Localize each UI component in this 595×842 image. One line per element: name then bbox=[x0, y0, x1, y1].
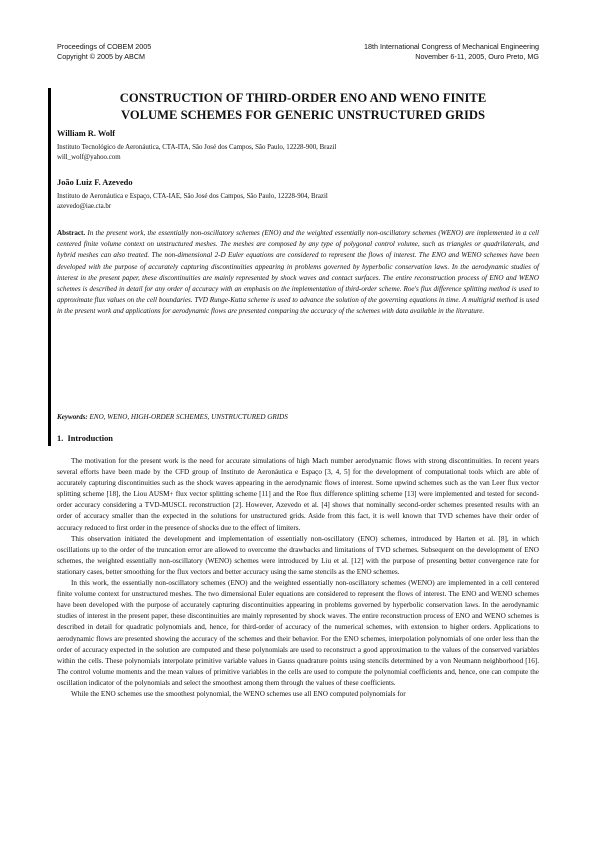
title-line-1: CONSTRUCTION OF THIRD-ORDER ENO AND WENO FINITE bbox=[119, 91, 487, 105]
author-email: will_wolf@yahoo.com bbox=[57, 154, 121, 161]
paragraph: While the ENO schemes use the smoothest polynomial, the WENO schemes use all ENO computed polynomials for bbox=[71, 689, 406, 698]
author-affiliation bbox=[57, 143, 336, 163]
section-title: Introduction bbox=[67, 434, 113, 443]
margin-bar bbox=[48, 88, 51, 446]
section-number: 1. bbox=[57, 434, 64, 443]
paper-title bbox=[70, 90, 536, 124]
proceedings-line: Proceedings of COBEM 2005 bbox=[57, 42, 152, 51]
author-affiliation bbox=[57, 192, 328, 212]
author-name: João Luiz F. Azevedo bbox=[57, 178, 133, 187]
abstract-text: In the present work, the essentially non-oscillatory schemes (ENO) and the weighted essentially non-oscillatory schemes (WENO) are implemented in a cell centered finite volume context on unstructured meshes. The meshes are composed by any type of polygonal control volume, such as triangles or quadrilaterals, and hybrid meshes can also treated. The non-dimensional 2-D Euler equations are considered to represent the flows of interest. The ENO and WENO schemes have been developed with the purpose of accurately capturing discontinuities appearing in problems governed by hyperbolic conservation laws. In the aerodynamic studies of interest in the present paper, these discontinuities are mainly represented by shock waves and contact surfaces. The entire reconstruction process of ENO and WENO schemes is described in detail for any order of accuracy with an emphasis on the implementation of third-order scheme. Roe's flux difference splitting method is used to approximate flux values on the cell boundaries. TVD Runge-Kutta scheme is used to advance the solution of the governing equations in time. A multigrid method is used in the present work and applications for aerodynamic flows are presented comparing the accuracy of the schemes with data available in the literature. bbox=[57, 229, 539, 316]
running-header-left bbox=[57, 42, 151, 61]
author-email: azevedo@iae.cta.br bbox=[57, 203, 112, 210]
abstract-label: Abstract. bbox=[57, 229, 86, 237]
section-heading bbox=[57, 434, 113, 443]
copyright-line: Copyright © 2005 by ABCM bbox=[57, 51, 145, 61]
keywords bbox=[57, 413, 288, 421]
section-body bbox=[57, 456, 539, 700]
title-line-2: VOLUME SCHEMES FOR GENERIC UNSTRUCTURED GRIDS bbox=[121, 108, 485, 122]
paragraph: The motivation for the present work is the need for accurate simulations of high Mach number aerodynamic flows with strong discontinuities. In recent years several efforts have been made by the CFD group of Instituto de Aeronáutica e Espaço [3, 4, 5] for the development of computational tools which are able of accurately capturing discontinuities such as the shock waves appearing in the aerodynamic flows of interest. Some upwind schemes such as the van Leer flux vector splitting scheme [18], the Liou AUSM+ flux vector splitting scheme [11] and the Roe flux difference splitting scheme [13] were implemented and tested for second-order accuracy considering a TVD-MUSCL reconstruction [2]. However, Azevedo et al. [4] shows that nominally second-order schemes presented results with an order of accuracy smaller than the expected in the solutions for unstructured grids. Aside from this fact, it is well known that TVD schemes have their order of accuracy reduced to first order in the presence of shocks due to the effect of limiters. bbox=[57, 457, 539, 532]
keywords-text: ENO, WENO, HIGH-ORDER SCHEMES, UNSTRUCTURED GRIDS bbox=[89, 413, 288, 421]
running-header-right bbox=[364, 42, 539, 61]
keywords-label: Keywords: bbox=[57, 413, 88, 421]
paragraph: In this work, the essentially non-oscillatory schemes (ENO) and the weighted essentially non-oscillatory schemes (WENO) are implemented in a cell centered finite volume context for unstructured meshes. The two dimensional Euler equations are considered to represent the flows of interest. The ENO and WENO schemes have been developed with the purpose of accurately capturing discontinuities appearing in problems governed by hyperbolic conservation laws. In the aerodynamic studies of interest in the present paper, these discontinuities are mainly represented by shock waves. The entire reconstruction process of ENO and WENO schemes is described in detail for quadratic polynomials and, hence, for third-order of accuracy of the numerical schemes, with extension to higher orders. Applications to aerodynamic flows are presented showing the accuracy of the schemes and their behavior. For the ENO schemes, interpolation polynomials of one order less than the order of accuracy expected in the solution are computed and these polynomials are used to reconstruct a good approximation to the values of the conserved variables within the cells. These polynomials interpolate primitive variable values in Gauss quadrature points using stencils determined by a von Neumann neighborhood [16]. The control volume moments and the mean values of primitive variables in the cells are used to compute the polynomial coefficients and, hence, one can compute the oscillation indicator of the polynomials and select the smoothest among them through the values of these coefficients. bbox=[57, 579, 539, 687]
author-name: William R. Wolf bbox=[57, 129, 116, 138]
affiliation-text: Instituto de Aeronáutica e Espaço, CTA-IAE, São José dos Campos, São Paulo, 12228-904, Brazil bbox=[57, 193, 328, 200]
date-location-line: November 6-11, 2005, Ouro Preto, MG bbox=[415, 51, 539, 61]
affiliation-text: Instituto Tecnológico de Aeronáutica, CTA-ITA, São José dos Campos, São Paulo, 12228-900, Brazil bbox=[57, 144, 337, 151]
paragraph: This observation initiated the development and implementation of essentially non-oscillatory (ENO) schemes, introduced by Harten et al. [8], in which oscillations up to the order of the truncation error are allowed to overcome the drawbacks and limitations of TVD schemes. Subsequent on the development of ENO schemes, the weighted essentially non-oscillatory (WENO) schemes were introduced by Liu et al. [12] with the purpose of presenting better convergence rate for stationary cases, better smoothing for the flux vectors and better accuracy using the same stencils as the ENO schemes. bbox=[57, 534, 539, 576]
congress-line: 18th International Congress of Mechanical Engineering bbox=[363, 42, 539, 51]
abstract bbox=[57, 228, 539, 318]
